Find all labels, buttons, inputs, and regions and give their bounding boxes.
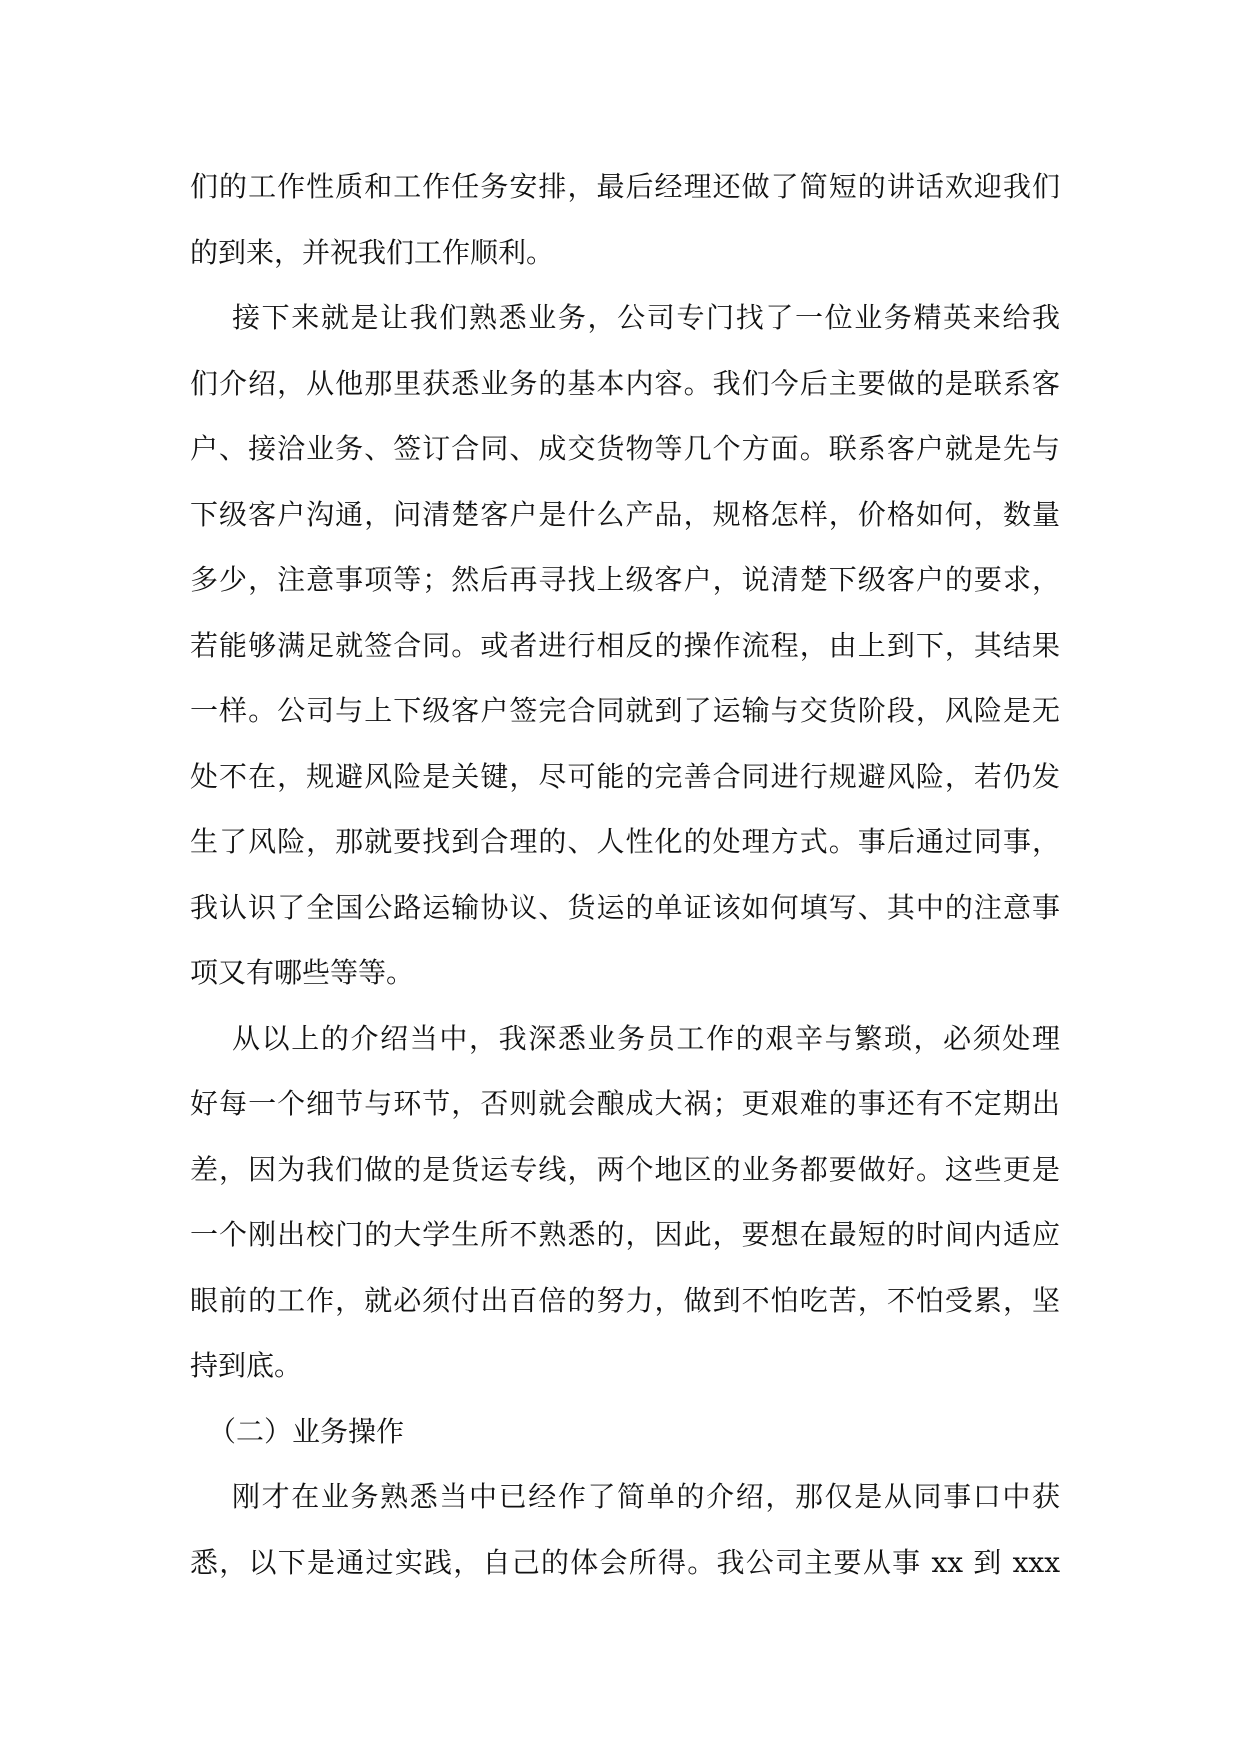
text-line: 悉，以下是通过实践，自己的体会所得。我公司主要从事 xx 到 xxx (190, 1545, 1060, 1579)
text-line: 从以上的介绍当中，我深悉业务员工作的艰辛与繁琐，必须处理 (232, 1021, 1060, 1055)
text-line: 户、接洽业务、签订合同、成交货物等几个方面。联系客户就是先与 (190, 432, 1060, 465)
text-line: 的到来，并祝我们工作顺利。 (190, 235, 555, 269)
text-line: 接下来就是让我们熟悉业务，公司专门找了一位业务精英来给我 (232, 301, 1060, 334)
text-line: 眼前的工作，就必须付出百倍的努力，做到不怕吃苦，不怕受累，坚 (190, 1283, 1060, 1317)
paragraph-continued (190, 154, 1060, 285)
text-line: 若能够满足就签合同。或者进行相反的操作流程，由上到下，其结果 (190, 628, 1060, 662)
document-body (190, 154, 1060, 1595)
text-line: 多少，注意事项等；然后再寻找上级客户，说清楚下级客户的要求， (190, 563, 1060, 596)
paragraph-reflection (190, 1006, 1060, 1399)
section-heading-text: （二）业务操作 (208, 1414, 405, 1448)
text-line: 刚才在业务熟悉当中已经作了简单的介绍，那仅是从同事口中获 (232, 1480, 1060, 1513)
text-line: 差，因为我们做的是货运专线，两个地区的业务都要做好。这些更是 (190, 1152, 1060, 1186)
text-line: 处不在，规避风险是关键，尽可能的完善合同进行规避风险，若仍发 (190, 759, 1060, 793)
text-line: 下级客户沟通，问清楚客户是什么产品，规格怎样，价格如何，数量 (190, 497, 1060, 531)
text-line: 项又有哪些等等。 (190, 956, 415, 989)
text-line: 我认识了全国公路运输协议、货运的单证该如何填写、其中的注意事 (190, 890, 1060, 924)
text-line: 持到底。 (190, 1349, 303, 1382)
section-heading (190, 1399, 1060, 1465)
text-line: 生了风险，那就要找到合理的、人性化的处理方式。事后通过同事， (190, 825, 1060, 858)
text-line: 好每一个细节与环节，否则就会酿成大祸；更艰难的事还有不定期出 (190, 1087, 1060, 1120)
text-line: 们的工作性质和工作任务安排，最后经理还做了简短的讲话欢迎我们 (190, 170, 1060, 203)
paragraph-business-operation (190, 1464, 1060, 1595)
text-line: 一个刚出校门的大学生所不熟悉的，因此，要想在最短的时间内适应 (190, 1218, 1060, 1251)
text-line: 们介绍，从他那里获悉业务的基本内容。我们今后主要做的是联系客 (190, 366, 1060, 400)
paragraph-business-familiarization (190, 285, 1060, 1006)
text-line: 一样。公司与上下级客户签完合同就到了运输与交货阶段，风险是无 (190, 694, 1060, 727)
